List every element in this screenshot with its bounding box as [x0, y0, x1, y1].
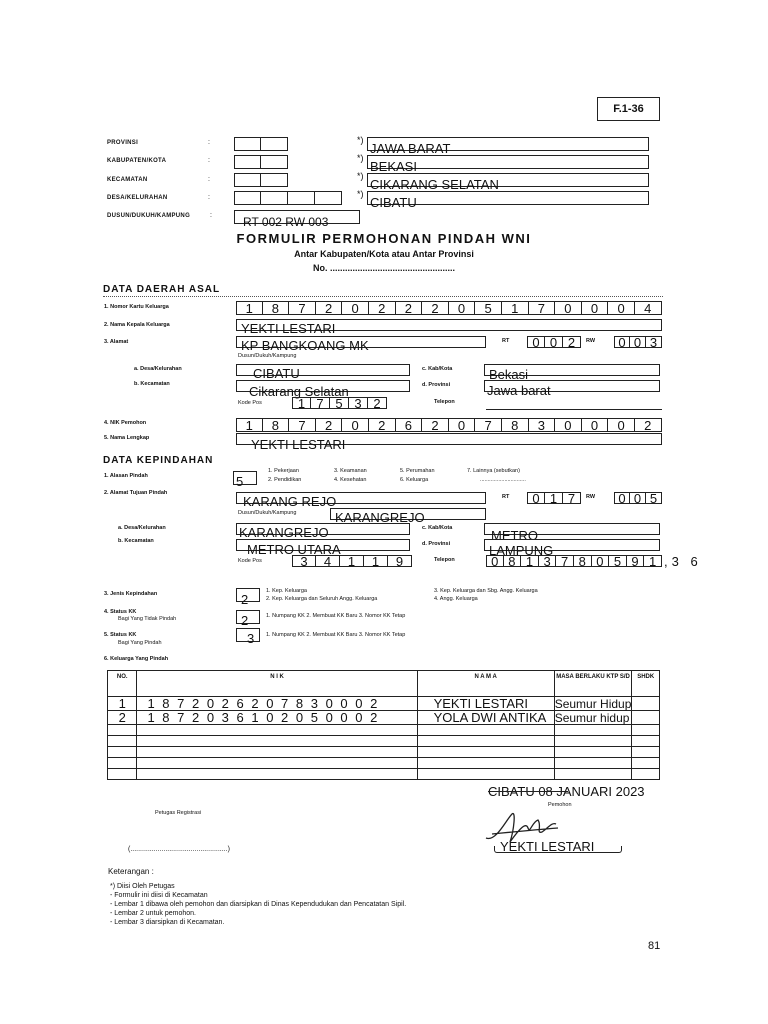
- place-date-strike: [488, 791, 568, 792]
- rw-digit-cell: 5: [646, 492, 662, 504]
- kk-digit-cell: 0: [449, 301, 476, 315]
- alasan-value: 5: [236, 474, 244, 489]
- jenis-option: 1. Kep. Keluarga: [266, 588, 307, 594]
- telepon-digit-cell: 1: [521, 555, 539, 567]
- alamat-label: 3. Alamat: [104, 339, 129, 345]
- table-row: [108, 769, 660, 780]
- desa-label: a. Desa/Kelurahan: [118, 525, 166, 531]
- desa-value: KARANGREJO: [239, 525, 329, 540]
- desa-value: CIBATU: [253, 366, 300, 381]
- jenis-option: 3. Kep. Keluarga dan Sbg. Angg. Keluarga: [434, 588, 538, 594]
- kota-label: c. Kab/Kota: [422, 525, 453, 531]
- telepon-label: Telepon: [434, 399, 455, 405]
- kabupaten-value: BEKASI: [370, 159, 417, 174]
- colon: :: [208, 139, 210, 146]
- provinsi-label: d. Provinsi: [422, 382, 451, 388]
- telepon-digit-cell: 7: [556, 555, 574, 567]
- kodepos-label: Kode Pos: [238, 558, 262, 564]
- col-masa-berlaku: MASA BERLAKU KTP S/D: [554, 671, 632, 697]
- provinsi-label: PROVINSI: [107, 140, 139, 146]
- rt-digit-cell: 0: [527, 492, 545, 504]
- kk-digit-cell: 0: [555, 301, 582, 315]
- star-mark: *): [357, 135, 364, 145]
- alasan-option: 3. Keamanan: [334, 468, 367, 474]
- form-title: FORMULIR PERMOHONAN PINDAH WNI: [236, 231, 532, 246]
- page-number: 81: [648, 940, 661, 952]
- nik-digit-cell: 6: [396, 418, 423, 432]
- pemohon-name-line: [494, 846, 622, 853]
- kk-digit-cell: 8: [263, 301, 290, 315]
- desa-label: DESA/KELURAHAN: [107, 195, 168, 201]
- nik-boxes[interactable]: [236, 418, 662, 432]
- kecamatan-label: KECAMATAN: [107, 177, 148, 183]
- star-mark: *): [357, 153, 364, 163]
- nik-digit-cell: 0: [582, 418, 609, 432]
- notes-title: Keterangan :: [108, 867, 154, 876]
- table-row: [108, 758, 660, 769]
- dusun-field[interactable]: [234, 210, 360, 229]
- table-row: [108, 697, 660, 711]
- nik-digit-cell: 0: [608, 418, 635, 432]
- status-tidak-label: 4. Status KK: [104, 609, 137, 615]
- kk-digit-cell: 5: [475, 301, 502, 315]
- telepon-extra: ,3 6: [664, 554, 702, 569]
- row-shdk: [632, 711, 660, 725]
- rw-digit-cell: 0: [614, 336, 630, 348]
- kecamatan-field[interactable]: [236, 380, 410, 399]
- rw-digit-cell: 3: [646, 336, 662, 348]
- table-row: [108, 736, 660, 747]
- row-nik: 1 8 7 2 0 3 6 1 0 2 0 5 0 0 0 2: [137, 711, 417, 725]
- status-tidak-value: 2: [241, 613, 249, 628]
- kk-digit-cell: 7: [289, 301, 316, 315]
- kabupaten-field[interactable]: [367, 155, 649, 174]
- kepala-label: 2. Nama Kepala Keluarga: [104, 322, 170, 328]
- nik-digit-cell: 2: [369, 418, 396, 432]
- provinsi-code-boxes: [234, 137, 288, 151]
- status-pindah-label: 5. Status KK: [104, 632, 137, 638]
- kodepos-digit-cell: 1: [292, 397, 311, 409]
- telepon-digit-cell: 0: [592, 555, 610, 567]
- telepon-boxes[interactable]: [486, 555, 662, 567]
- kk-digit-cell: 2: [369, 301, 396, 315]
- form-number: No. ..................................................: [312, 263, 456, 273]
- rw-digit-cell: 0: [614, 492, 630, 504]
- kodepos-digit-cell: 2: [368, 397, 387, 409]
- row-nik: 1 8 7 2 0 2 6 2 0 7 8 3 0 0 0 2: [137, 697, 417, 711]
- row-no: 1: [108, 697, 137, 711]
- alasan-option: 7. Lainnya (sebutkan): [467, 468, 520, 474]
- status-tidak-options: 1. Numpang KK 2. Membuat KK Baru 3. Nomor KK Tetap: [266, 613, 406, 619]
- section-data-kepindahan: DATA KEPINDAHAN: [103, 455, 214, 466]
- row-shdk: [632, 697, 660, 711]
- nik-digit-cell: 0: [449, 418, 476, 432]
- note-line: - Formulir ini diisi di Kecamatan: [110, 892, 208, 899]
- kota-field[interactable]: [484, 523, 660, 543]
- kk-digit-cell: 1: [236, 301, 263, 315]
- desa-field[interactable]: [236, 364, 410, 381]
- telepon-field[interactable]: [486, 396, 662, 410]
- desa-field[interactable]: [236, 523, 410, 540]
- kecamatan-value: CIKARANG SELATAN: [370, 177, 499, 192]
- provinsi-label: d. Provinsi: [422, 541, 451, 547]
- table-row: [108, 725, 660, 736]
- kk-digit-cell: 1: [502, 301, 529, 315]
- nik-digit-cell: 8: [263, 418, 290, 432]
- nik-digit-cell: 7: [289, 418, 316, 432]
- kodepos-digit-cell: 4: [316, 555, 340, 567]
- kota-value: METRO: [491, 528, 538, 543]
- status-pindah-options: 1. Numpang KK 2. Membuat KK Baru 3. Nomor KK Tetap: [266, 632, 406, 638]
- kodepos-boxes[interactable]: [292, 555, 412, 567]
- dusun-sublabel: Dusun/Dukuh/Kampung: [238, 510, 297, 516]
- rt-boxes[interactable]: [527, 492, 581, 504]
- kecamatan-label: b. Kecamatan: [118, 538, 154, 544]
- nama-field[interactable]: [236, 433, 662, 452]
- nik-digit-cell: 3: [529, 418, 556, 432]
- rt-digit-cell: 0: [545, 336, 563, 348]
- telepon-digit-cell: 5: [609, 555, 627, 567]
- keluarga-table: [107, 670, 660, 780]
- provinsi-value: LAMPUNG: [489, 543, 554, 558]
- status-tidak-box[interactable]: [236, 610, 260, 628]
- pemohon-label: Pemohon: [548, 802, 572, 808]
- provinsi-field[interactable]: [484, 539, 660, 558]
- rw-boxes[interactable]: [614, 336, 662, 348]
- note-line: *) Diisi Oleh Petugas: [110, 883, 175, 890]
- petugas-name: (..................................................): [128, 846, 230, 853]
- alasan-box[interactable]: [233, 471, 257, 489]
- kk-digit-cell: 2: [396, 301, 423, 315]
- alasan-label: 1. Alasan Pindah: [104, 473, 148, 479]
- kk-digit-cell: 2: [422, 301, 449, 315]
- row-nama: YEKTI LESTARI: [417, 697, 554, 711]
- star-mark: *): [357, 171, 364, 181]
- kk-digit-cell: 7: [529, 301, 556, 315]
- kota-label: c. Kab/Kota: [422, 366, 453, 372]
- kecamatan-field[interactable]: [236, 539, 410, 557]
- star-mark: *): [357, 189, 364, 199]
- nik-digit-cell: 2: [316, 418, 343, 432]
- rt-boxes[interactable]: [527, 336, 581, 348]
- desa-field[interactable]: [367, 191, 649, 210]
- kk-digit-cell: 2: [316, 301, 343, 315]
- telepon-digit-cell: 8: [574, 555, 592, 567]
- kodepos-boxes[interactable]: [292, 397, 387, 409]
- col-no: NO.: [108, 671, 137, 697]
- row-nama: YOLA DWI ANTIKA: [417, 711, 554, 725]
- dusun-value: KARANGREJO: [335, 510, 425, 525]
- kota-field[interactable]: [484, 364, 660, 382]
- status-pindah-sublabel: Bagi Yang Pindah: [118, 640, 162, 646]
- table-row: [108, 747, 660, 758]
- row-no: 2: [108, 711, 137, 725]
- alasan-option-line: ..............................: [480, 477, 526, 483]
- form-subtitle: Antar Kabupaten/Kota atau Antar Provinsi: [294, 249, 474, 259]
- alasan-option: 2. Pendidikan: [268, 477, 302, 483]
- dusun-label: DUSUN/DUKUH/KAMPUNG: [107, 213, 191, 219]
- table-header-row: [108, 671, 660, 697]
- alamat-tujuan-value: KARANG REJO: [243, 494, 337, 509]
- nik-digit-cell: 2: [422, 418, 449, 432]
- kecamatan-label: b. Kecamatan: [134, 381, 170, 387]
- keluarga-pindah-label: 6. Keluarga Yang Pindah: [104, 656, 169, 662]
- dusun-field[interactable]: [330, 508, 486, 525]
- col-nama: N A M A: [417, 671, 554, 697]
- kk-digit-cell: 0: [608, 301, 635, 315]
- telepon-digit-cell: 1: [644, 555, 662, 567]
- kk-number-boxes[interactable]: [236, 301, 662, 315]
- nik-digit-cell: 8: [502, 418, 529, 432]
- rt-label: RT: [502, 494, 510, 500]
- form-code-box: [597, 97, 660, 121]
- status-tidak-sublabel: Bagi Yang Tidak Pindah: [118, 616, 177, 622]
- note-line: - Lembar 2 untuk pemohon.: [110, 910, 196, 917]
- telepon-digit-cell: 0: [486, 555, 504, 567]
- section-data-daerah-asal: DATA DAERAH ASAL: [103, 284, 221, 295]
- desa-value: CIBATU: [370, 195, 417, 210]
- kodepos-digit-cell: 1: [340, 555, 364, 567]
- kabupaten-label: KABUPATEN/KOTA: [107, 158, 167, 164]
- pemohon-name: YEKTI LESTARI: [500, 839, 595, 854]
- nik-digit-cell: 0: [555, 418, 582, 432]
- rw-boxes[interactable]: [614, 492, 662, 504]
- colon: :: [208, 176, 210, 183]
- row-masa: Seumur Hidup: [554, 696, 632, 711]
- alasan-option: 5. Perumahan: [400, 468, 435, 474]
- kk-digit-cell: 4: [635, 301, 662, 315]
- status-pindah-value: 3: [247, 631, 255, 646]
- nik-digit-cell: 0: [342, 418, 369, 432]
- table-row: [108, 711, 660, 725]
- alamat-field[interactable]: [236, 336, 486, 353]
- rw-label: RW: [586, 494, 596, 500]
- kodepos-digit-cell: 1: [364, 555, 388, 567]
- rt-label: RT: [502, 338, 510, 344]
- kecamatan-code-boxes: [234, 173, 288, 187]
- kodepos-digit-cell: 3: [349, 397, 368, 409]
- rt-digit-cell: 1: [545, 492, 563, 504]
- kecamatan-value: Cikarang Selatan: [249, 384, 349, 399]
- telepon-digit-cell: 8: [504, 555, 522, 567]
- provinsi-value: JAWA BARAT: [370, 141, 451, 156]
- rt-digit-cell: 2: [563, 336, 581, 348]
- nik-digit-cell: 1: [236, 418, 263, 432]
- petugas-label: Petugas Registrasi: [155, 810, 202, 816]
- col-shdk: SHDK: [632, 671, 660, 697]
- rt-digit-cell: 7: [563, 492, 581, 504]
- kk-digit-cell: 0: [342, 301, 369, 315]
- colon: :: [208, 194, 210, 201]
- jenis-option: 4. Angg. Keluarga: [434, 596, 478, 602]
- note-line: - Lembar 3 diarsipkan di Kecamatan.: [110, 919, 225, 926]
- dusun-sublabel: Dusun/Dukuh/Kampung: [238, 353, 297, 359]
- provinsi-field[interactable]: [367, 137, 649, 156]
- rw-digit-cell: 0: [630, 492, 646, 504]
- section-divider: [103, 296, 663, 297]
- nama-label: 5. Nama Lengkap: [104, 435, 150, 441]
- telepon-digit-cell: 3: [539, 555, 557, 567]
- nik-digit-cell: 7: [475, 418, 502, 432]
- alamat-tujuan-label: 2. Alamat Tujuan Pindah: [104, 490, 168, 496]
- place-date: CIBATU 08 JANUARI 2023: [488, 784, 645, 799]
- dusun-value: RT 002 RW 003: [243, 215, 329, 229]
- kodepos-digit-cell: 3: [292, 555, 316, 567]
- telepon-label: Telepon: [434, 557, 455, 563]
- colon: :: [210, 212, 212, 219]
- status-pindah-box[interactable]: [236, 628, 260, 646]
- jenis-value: 2: [241, 592, 249, 607]
- alasan-option: 4. Kesehatan: [334, 477, 367, 483]
- nik-digit-cell: 2: [635, 418, 662, 432]
- kodepos-label: Kode Pos: [238, 400, 262, 406]
- jenis-box[interactable]: [236, 588, 260, 607]
- telepon-digit-cell: 9: [627, 555, 645, 567]
- kecamatan-field[interactable]: [367, 173, 649, 192]
- form-code: F.1-36: [613, 103, 644, 115]
- alamat-value: KP BANGKOANG MK: [241, 338, 369, 353]
- alasan-option: 6. Keluarga: [400, 477, 429, 483]
- kepala-value: YEKTI LESTARI: [241, 321, 336, 336]
- rw-label: RW: [586, 338, 596, 344]
- kodepos-digit-cell: 9: [388, 555, 412, 567]
- kecamatan-value: METRO UTARA: [247, 542, 341, 557]
- rw-digit-cell: 0: [630, 336, 646, 348]
- desa-label: a. Desa/Kelurahan: [134, 366, 182, 372]
- nik-label: 4. NIK Pemohon: [104, 420, 147, 426]
- kodepos-digit-cell: 5: [330, 397, 349, 409]
- colon: :: [208, 157, 210, 164]
- nama-value: YEKTI LESTARI: [251, 437, 346, 452]
- alasan-option: 1. Pekerjaan: [268, 468, 299, 474]
- alamat-tujuan-field[interactable]: [236, 492, 486, 509]
- row-masa: Seumur hidup: [554, 711, 632, 725]
- rt-digit-cell: 0: [527, 336, 545, 348]
- kk-digit-cell: 0: [582, 301, 609, 315]
- jenis-label: 3. Jenis Kepindahan: [104, 591, 158, 597]
- provinsi-value: Jawa barat: [487, 383, 551, 398]
- kk-label: 1. Nomor Kartu Keluarga: [104, 304, 169, 310]
- provinsi-field[interactable]: [484, 380, 660, 398]
- desa-code-boxes: [234, 191, 342, 205]
- jenis-option: 2. Kep. Keluarga dan Seluruh Angg. Keluarga: [266, 596, 378, 602]
- kodepos-digit-cell: 7: [311, 397, 330, 409]
- kabupaten-code-boxes: [234, 155, 288, 169]
- col-nik: N I K: [137, 671, 417, 697]
- note-line: - Lembar 1 dibawa oleh pemohon dan diarsipkan di Dinas Kependudukan dan Pencatatan Sipil.: [110, 901, 407, 908]
- kepala-field[interactable]: [236, 319, 662, 336]
- kota-value: Bekasi: [489, 367, 529, 382]
